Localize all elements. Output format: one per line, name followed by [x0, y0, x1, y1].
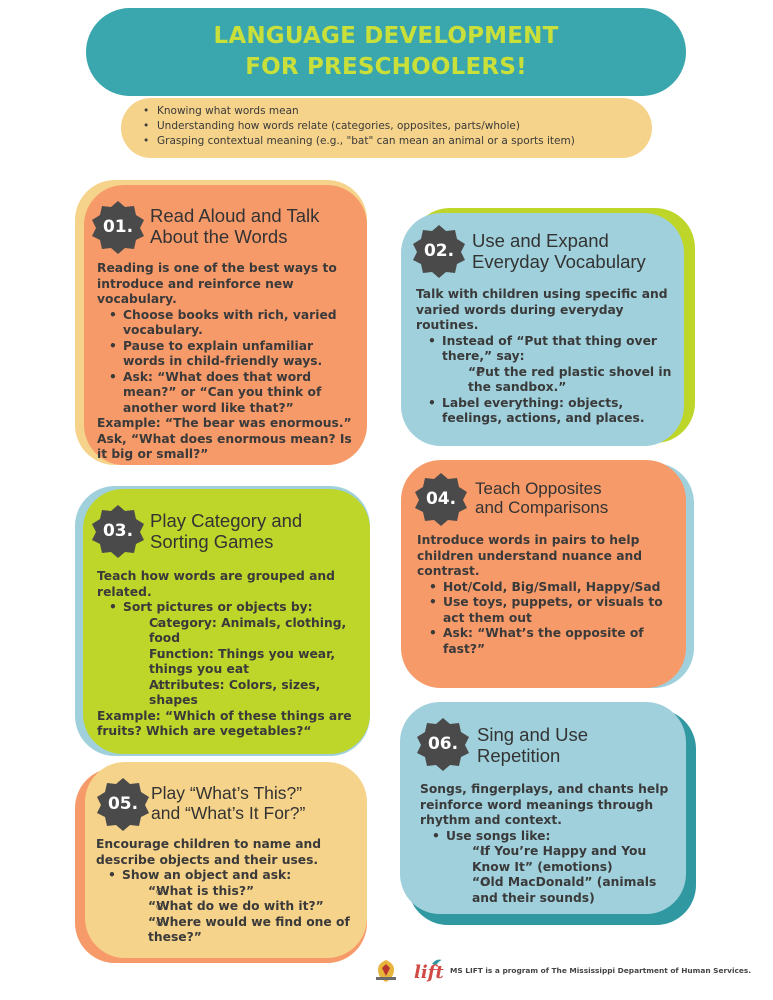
- card-01-badge: [90, 199, 146, 255]
- card-05: [85, 762, 367, 958]
- card-06-title: [477, 724, 588, 766]
- card-05-intro: Encourage children to name and describe objects and their uses.: [96, 837, 322, 867]
- card-03-body: [97, 569, 363, 740]
- card-01-title-line-2: About the Words: [150, 226, 288, 247]
- card-02-bullets: [416, 334, 678, 427]
- card-04-bullet: • Use toys, puppets, or visuals to act them out: [417, 595, 679, 626]
- card-01-title-line-1: Read Aloud and Talk: [150, 205, 320, 226]
- intro-point: • Grasping contextual meaning (e.g., "bat" can mean an animal or a sports item): [143, 134, 652, 149]
- intro-point: • Understanding how words relate (categories, opposites, parts/whole): [143, 119, 652, 134]
- card-06-bullet-text: Use songs like:: [446, 828, 551, 843]
- card-01: [84, 185, 367, 465]
- card-06: [400, 702, 686, 914]
- intro-banner: [121, 98, 652, 158]
- card-06-sub-bullet: ○ “Old MacDonald” (animals and their sounds): [446, 875, 680, 906]
- card-05-title-line-2: and “What’s It For?”: [151, 803, 306, 823]
- card-06-sublist: [446, 844, 680, 906]
- card-02-bullet: • Label everything: objects, feelings, actions, and places.: [416, 396, 678, 427]
- footer-text: MS LIFT is a program of The Mississippi Department of Human Services.: [450, 966, 752, 975]
- intro-list: [143, 104, 652, 149]
- card-03-title-line-1: Play Category and: [150, 510, 303, 531]
- card-06-sub-bullet: ○ “If You’re Happy and You Know It” (emotions): [446, 844, 680, 875]
- card-03-sub-bullet: ○ Function: Things you wear, things you eat: [123, 647, 363, 678]
- card-05-sublist: [122, 884, 358, 946]
- card-01-bullet: • Choose books with rich, varied vocabulary.: [97, 308, 359, 339]
- card-05-title: [151, 783, 305, 823]
- footer: [372, 958, 767, 984]
- card-05-bullets: [96, 868, 358, 946]
- card-03-sub-bullet: ○ Category: Animals, clothing, food: [123, 616, 363, 647]
- card-03-sub-bullet: ○ Attributes: Colors, sizes, shapes: [123, 678, 363, 709]
- card-05-number: 05.: [107, 794, 139, 814]
- childrens-foundation-logo-icon: [372, 958, 400, 984]
- card-02-title: [472, 230, 646, 272]
- card-06-intro: Songs, fingerplays, and chants help reinforce word meanings through rhythm and context.: [420, 782, 669, 827]
- card-03-bullet: [97, 600, 363, 709]
- card-04-bullets: [417, 580, 679, 658]
- card-05-badge: [95, 776, 151, 832]
- card-03-badge: [90, 503, 146, 559]
- card-06-title-line-2: Repetition: [477, 745, 561, 766]
- card-05-bullet-text: Show an object and ask:: [122, 868, 292, 882]
- card-04-badge: [413, 471, 469, 527]
- card-03-title-line-2: Sorting Games: [150, 531, 274, 552]
- card-02: [401, 213, 684, 446]
- card-04-title: [475, 479, 608, 517]
- title-banner: [86, 8, 686, 96]
- card-05-body: [96, 837, 358, 946]
- card-03: [83, 489, 370, 754]
- card-02-intro: Talk with children using specific and varied words during everyday routines.: [416, 287, 668, 332]
- card-01-title: [150, 205, 319, 247]
- card-01-bullets: [97, 308, 359, 417]
- ms-lift-logo: [410, 958, 446, 984]
- card-05-sub-bullet: ○ “What is this?”: [122, 884, 358, 900]
- card-05-sub-bullet: ○ “What do we do with it?”: [122, 899, 358, 915]
- card-04-body: [417, 533, 679, 657]
- card-03-title: [150, 510, 302, 552]
- card-06-bullet: [420, 829, 680, 907]
- card-04: [401, 460, 686, 688]
- card-01-number: 01.: [102, 217, 134, 237]
- card-03-number: 03.: [102, 521, 134, 541]
- card-01-bullet: • Ask: “What does that word mean?” or “Can you think of another word like that?”: [97, 370, 359, 417]
- ms-lift-logo-word: lift: [414, 962, 444, 983]
- card-02-bullet: [416, 334, 678, 396]
- card-01-body: [97, 261, 359, 463]
- card-04-bullet: • Ask: “What’s the opposite of fast?”: [417, 626, 679, 657]
- card-05-title-line-1: Play “What’s This?”: [151, 783, 303, 803]
- card-02-sub-bullet: ○ “Put the red plastic shovel in the sandbox.”: [442, 365, 678, 396]
- card-03-sublist: [123, 616, 363, 709]
- card-02-bullet-text: Instead of “Put that thing over there,” say:: [442, 333, 657, 363]
- card-03-example: Example: “Which of these things are fruits? Which are vegetables?“: [97, 708, 352, 738]
- card-02-title-line-1: Use and Expand: [472, 230, 609, 251]
- card-03-intro: Teach how words are grouped and related.: [97, 569, 335, 599]
- card-06-badge: [415, 716, 471, 772]
- card-06-body: [420, 782, 680, 906]
- card-02-body: [416, 287, 678, 427]
- card-05-sub-bullet: ○ “Where would we find one of these?”: [122, 915, 358, 946]
- card-02-sublist: [442, 365, 678, 396]
- card-03-bullets: [97, 600, 363, 709]
- card-04-bullet: • Hot/Cold, Big/Small, Happy/Sad: [417, 580, 679, 596]
- card-06-bullets: [420, 829, 680, 907]
- card-04-intro: Introduce words in pairs to help children understand nuance and contrast.: [417, 533, 643, 578]
- card-02-badge: [411, 223, 467, 279]
- card-02-title-line-2: Everyday Vocabulary: [472, 251, 646, 272]
- card-04-title-line-2: and Comparisons: [475, 498, 609, 517]
- intro-point: • Knowing what words mean: [143, 104, 652, 119]
- card-01-intro: Reading is one of the best ways to introduce and reinforce new vocabulary.: [97, 261, 337, 306]
- page-title-line-1: LANGUAGE DEVELOPMENT: [213, 23, 559, 49]
- card-06-title-line-1: Sing and Use: [477, 724, 589, 745]
- card-04-title-line-1: Teach Opposites: [475, 479, 602, 498]
- page-title-line-2: FOR PRESCHOOLERS!: [245, 54, 527, 80]
- card-01-example: Example: “The bear was enormous.” Ask, “What does enormous mean? Is it big or small?”: [97, 416, 352, 461]
- card-01-bullet: • Pause to explain unfamiliar words in child-friendly ways.: [97, 339, 359, 370]
- card-02-number: 02.: [423, 241, 455, 261]
- card-05-bullet: [96, 868, 358, 946]
- card-06-number: 06.: [427, 734, 459, 754]
- card-03-bullet-text: Sort pictures or objects by:: [123, 600, 313, 614]
- card-04-number: 04.: [425, 489, 457, 509]
